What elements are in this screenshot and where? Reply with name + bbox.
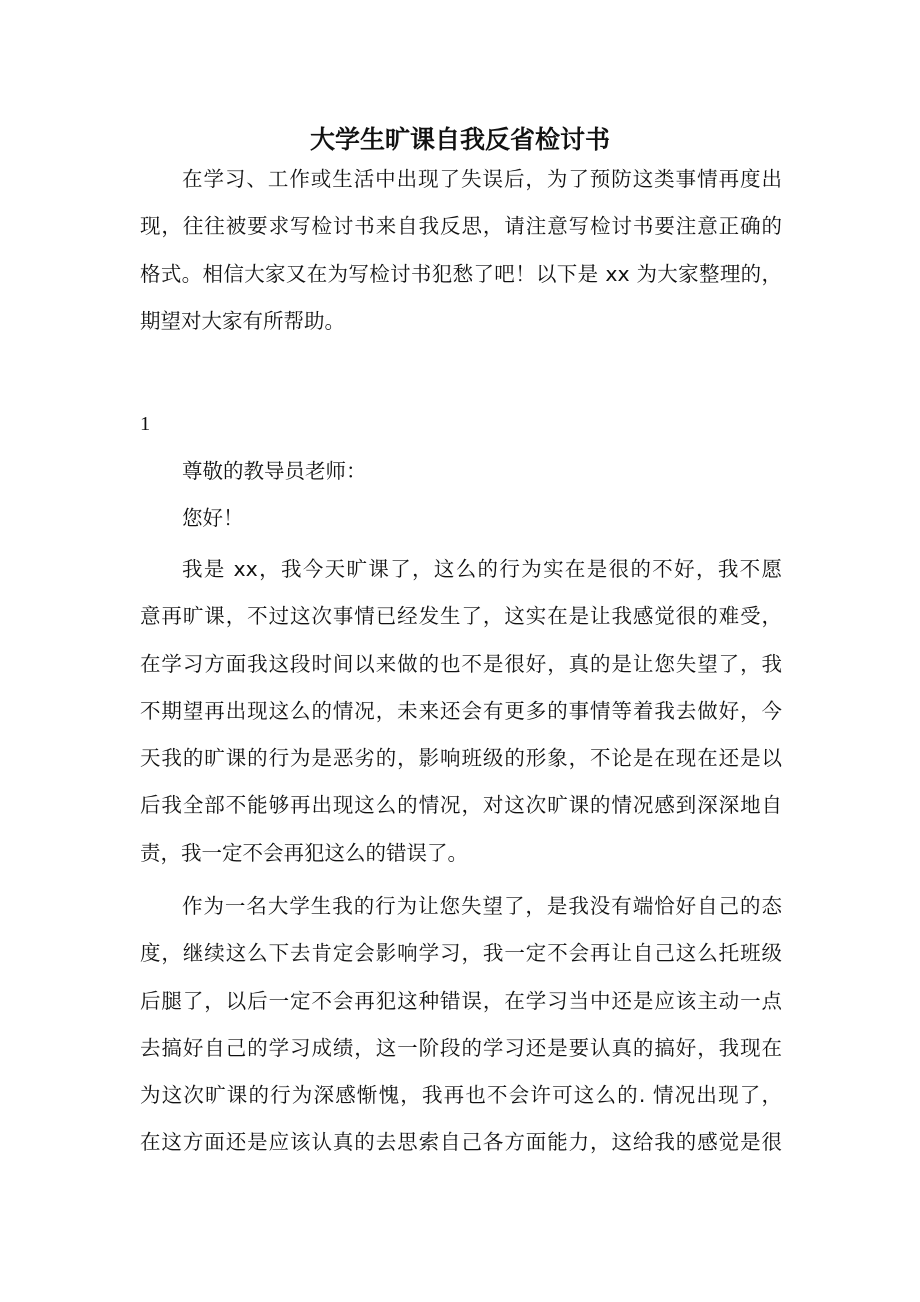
greeting: 您好！: [182, 506, 244, 531]
body-paragraph-1: [140, 546, 782, 877]
text-line: 天我的旷课的行为是恶劣的，影响班级的形象，不论是在现在还是以: [140, 746, 782, 771]
text-line: 为这次旷课的行为深感惭愧，我再也不会许可这么的. 情况出现了，: [140, 1083, 782, 1108]
text-line: 责，我一定不会再犯这么的错误了。: [140, 840, 468, 865]
text-line: 格式。相信大家又在为写检讨书犯愁了吧！以下是 xx 为大家整理的，: [140, 261, 782, 286]
text-line: 在学习、工作或生活中出现了失误后，为了预防这类事情再度出: [182, 167, 782, 191]
body-paragraph-2: [140, 883, 782, 1167]
text-line: 后腿了，以后一定不会再犯这种错误，在学习当中还是应该主动一点: [140, 988, 782, 1013]
salutation: 尊敬的教导员老师：: [182, 459, 367, 483]
intro-paragraph: [140, 156, 782, 345]
text-line: 去搞好自己的学习成绩，这一阶段的学习还是要认真的搞好，我现在: [140, 1035, 782, 1060]
text-line: 现，往往被要求写检讨书来自我反思，请注意写检讨书要注意正确的: [140, 214, 782, 239]
text-line: 后我全部不能够再出现这么的情况，对这次旷课的情况感到深深地自: [140, 793, 782, 818]
section-number: 1: [140, 413, 151, 435]
text-line: 作为一名大学生我的行为让您失望了，是我没有端恰好自己的态: [182, 894, 782, 918]
document-title: 大学生旷课自我反省检讨书: [309, 125, 610, 154]
text-line: 在这方面还是应该认真的去思索自己各方面能力，这给我的感觉是很: [140, 1130, 782, 1155]
text-line: 期望对大家有所帮助。: [140, 308, 345, 333]
text-line: 不期望再出现这么的情况，未来还会有更多的事情等着我去做好，今: [140, 698, 782, 723]
text-line: 意再旷课，不过这次事情已经发生了，这实在是让我感觉很的难受，: [140, 604, 782, 629]
text-line: 度，继续这么下去肯定会影响学习，我一定不会再让自己这么托班级: [140, 941, 782, 966]
text-line: 我是 xx，我今天旷课了，这么的行为实在是很的不好，我不愿: [182, 557, 782, 581]
text-line: 在学习方面我这段时间以来做的也不是很好，真的是让您失望了，我: [140, 651, 782, 676]
